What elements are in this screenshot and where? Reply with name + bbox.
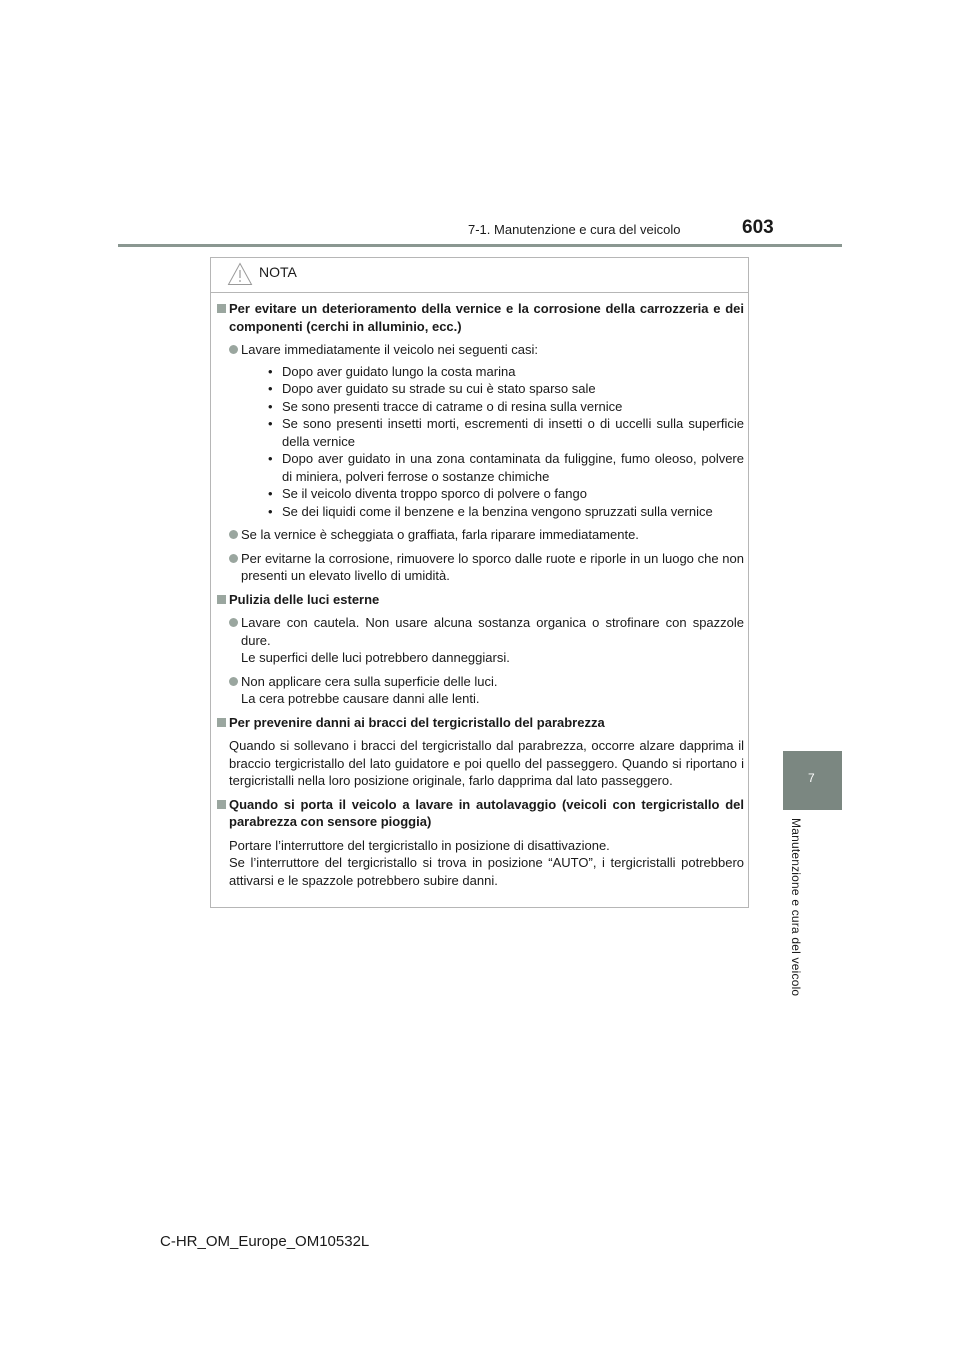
list-item xyxy=(229,341,744,520)
document-code: C-HR_OM_Europe_OM10532L xyxy=(160,1233,370,1250)
nota-header xyxy=(227,260,297,288)
section-title: Per prevenire danni ai bracci del tergicristallo del parabrezza xyxy=(229,714,605,730)
sub-list-item: • Dopo aver guidato lungo la costa marina xyxy=(268,363,516,379)
circle-bullet-icon xyxy=(229,677,238,686)
square-bullet-icon xyxy=(217,595,226,604)
circle-bullet-icon xyxy=(229,530,238,539)
list-item-text: Se la vernice è scheggiata o graffiata, farla riparare immediatamente. xyxy=(241,527,639,542)
circle-bullet-icon xyxy=(229,618,238,627)
list-item-text: La cera potrebbe causare danni alle lenti. xyxy=(241,691,480,706)
chapter-number: 7 xyxy=(808,771,815,785)
section-paint-corrosion xyxy=(217,300,744,585)
section-wiper-arms xyxy=(217,714,744,790)
nota-box xyxy=(210,257,749,908)
list-item-text: Non applicare cera sulla superficie delle luci. xyxy=(241,673,498,689)
section-text-line: Portare l’interruttore del tergicristallo in posizione di disattivazione. xyxy=(229,837,610,853)
square-bullet-icon xyxy=(217,304,226,313)
list-item-text: Lavare con cautela. Non usare alcuna sostanza organica o strofinare con spazzole dure. xyxy=(241,615,744,648)
list-item xyxy=(229,673,744,708)
square-bullet-icon xyxy=(217,800,226,809)
chapter-side-title: Manutenzione e cura del veicolo xyxy=(789,818,803,997)
sub-list-item: • Se sono presenti insetti morti, escrementi di insetti o di uccelli sulla superficie della vernice xyxy=(268,416,744,449)
circle-bullet-icon xyxy=(229,345,238,354)
header-divider xyxy=(118,244,842,247)
section-text-line: Se l’interruttore del tergicristallo si trova in posizione “AUTO”, i tergicristalli potrebbero attivarsi e le spazzole potrebbero subire danni. xyxy=(229,855,744,888)
list-item xyxy=(229,614,744,667)
sub-list-item: • Se sono presenti tracce di catrame o di resina sulla vernice xyxy=(268,398,623,414)
circle-bullet-icon xyxy=(229,554,238,563)
sub-list-item: • Se il veicolo diventa troppo sporco di polvere o fango xyxy=(268,486,587,501)
section-car-wash xyxy=(217,796,744,890)
list-item-text: Le superfici delle luci potrebbero danneggiarsi. xyxy=(241,650,510,665)
square-bullet-icon xyxy=(217,718,226,727)
sub-list-item: • Dopo aver guidato su strade su cui è stato sparso sale xyxy=(268,381,596,396)
list-item xyxy=(229,550,744,585)
nota-divider xyxy=(211,292,748,293)
list-item-text: Per evitarne la corrosione, rimuovere lo sporco dalle ruote e riporle in un luogo che non presenti un elevato livello di umidità. xyxy=(241,550,744,583)
section-text: Quando si sollevano i bracci del tergicristallo dal parabrezza, occorre alzare dapprima il braccio tergicristallo del lato guidatore e poi quello del passeggero. Quando si riportano i tergicristalli nella loro posizione originale, farlo dapprima dal lato passeggero. xyxy=(229,738,744,788)
section-title: Per evitare un deterioramento della vernice e la corrosione della carrozzeria e dei componenti (cerchi in alluminio, ecc.) xyxy=(229,301,744,334)
list-item-text: Lavare immediatamente il veicolo nei seguenti casi: xyxy=(241,342,538,357)
warning-triangle-icon xyxy=(227,262,253,286)
section-title: Quando si porta il veicolo a lavare in autolavaggio (veicoli con tergicristallo del parabrezza con sensore pioggia) xyxy=(229,796,744,829)
nota-title: NOTA xyxy=(259,264,297,280)
section-text xyxy=(229,837,744,890)
chapter-tab xyxy=(783,751,842,810)
list-item xyxy=(229,526,744,544)
sub-list-item: • Dopo aver guidato in una zona contaminata da fuliggine, fumo oleoso, polvere di miniera, polveri ferrose o sostanze chimiche xyxy=(268,451,744,484)
sub-list-item: • Se dei liquidi come il benzene e la benzina vengono spruzzati sulla vernice xyxy=(268,503,713,519)
running-header-section: 7-1. Manutenzione e cura del veicolo xyxy=(468,222,681,237)
section-title: Pulizia delle luci esterne xyxy=(229,591,380,607)
page-number: 603 xyxy=(742,217,774,238)
section-exterior-lights xyxy=(217,591,744,708)
sub-list xyxy=(241,363,744,521)
nota-content xyxy=(217,300,744,889)
